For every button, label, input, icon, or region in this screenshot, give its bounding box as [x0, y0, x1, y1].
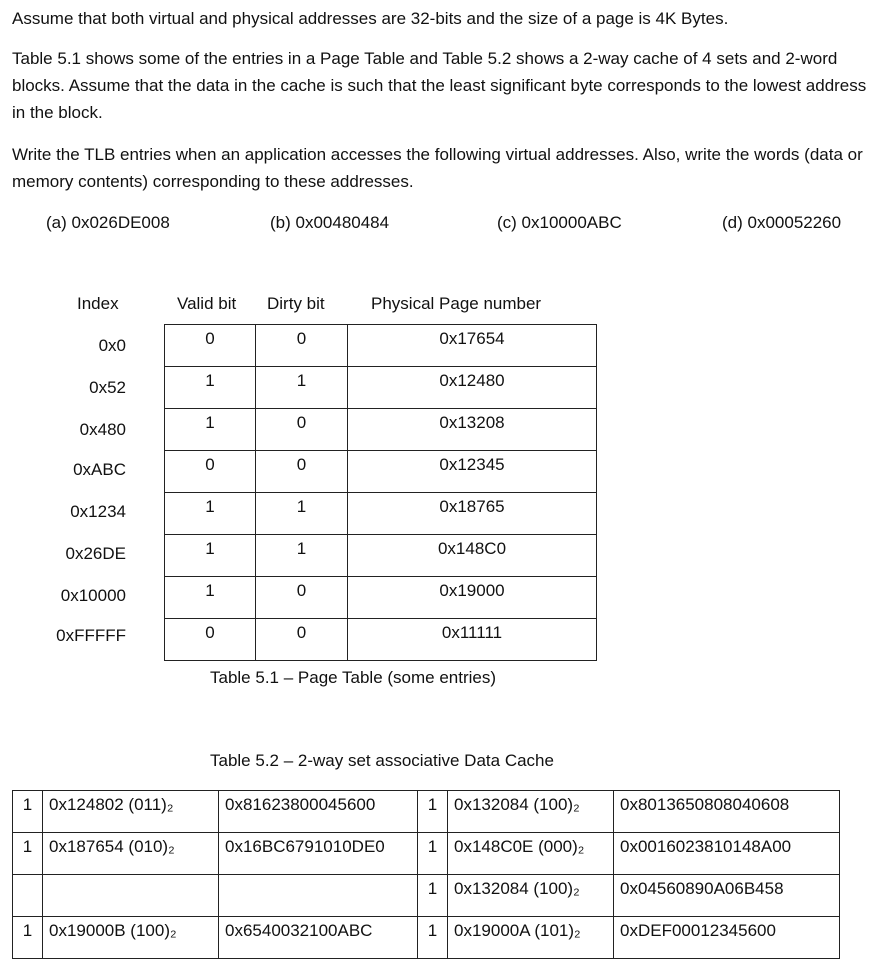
valid-bit-cell: 1	[165, 367, 256, 409]
tag-cell: 0x19000A (101)₂	[448, 917, 614, 959]
table-row	[165, 409, 597, 451]
ppn-cell: 0x17654	[348, 325, 597, 367]
dirty-bit-cell: 0	[256, 409, 348, 451]
ppn-cell: 0x11111	[348, 619, 597, 661]
intro-paragraph-3: Write the TLB entries when an application accesses the following virtual addresses. Also, write the words (data or memory contents) corresponding to these addresses.	[12, 145, 863, 191]
data-cell: 0xDEF00012345600	[614, 917, 840, 959]
page-table-header-valid: Valid bit	[177, 294, 237, 313]
valid-bit-cell: 1	[13, 917, 43, 959]
page-table-index: 0x1234	[70, 502, 126, 521]
valid-bit-cell: 1	[165, 577, 256, 619]
table-row	[13, 833, 840, 875]
table-row	[13, 791, 840, 833]
data-cache-caption: Table 5.2 – 2-way set associative Data Cache	[210, 751, 554, 770]
dirty-bit-cell: 0	[256, 577, 348, 619]
data-cell: 0x0016023810148A00	[614, 833, 840, 875]
data-cell: 0x8013650808040608	[614, 791, 840, 833]
address-option-d: (d) 0x00052260	[722, 213, 842, 232]
table-row	[165, 451, 597, 493]
page-table-index: 0x0	[98, 336, 126, 355]
ppn-cell: 0x12345	[348, 451, 597, 493]
valid-bit-cell: 1	[418, 875, 448, 917]
table-row	[165, 493, 597, 535]
data-cell: 0x6540032100ABC	[219, 917, 418, 959]
page-table-index: 0x480	[79, 420, 126, 439]
page-table	[164, 324, 597, 661]
valid-bit-cell: 0	[165, 325, 256, 367]
address-option-a: (a) 0x026DE008	[46, 213, 170, 232]
page-table-header-ppn: Physical Page number	[371, 294, 542, 313]
valid-bit-cell: 1	[165, 409, 256, 451]
tag-cell	[43, 875, 219, 917]
table-row	[165, 619, 597, 661]
valid-bit-cell: 1	[13, 833, 43, 875]
table-row	[165, 535, 597, 577]
intro-paragraph-1: Assume that both virtual and physical addresses are 32-bits and the size of a page is 4K Bytes.	[12, 9, 729, 28]
tag-cell: 0x124802 (011)₂	[43, 791, 219, 833]
tag-cell: 0x19000B (100)₂	[43, 917, 219, 959]
valid-bit-cell: 1	[165, 535, 256, 577]
page-table-index: 0xABC	[73, 460, 126, 479]
page-table-header-index: Index	[77, 294, 119, 313]
valid-bit-cell: 1	[418, 791, 448, 833]
tag-cell: 0x132084 (100)₂	[448, 875, 614, 917]
dirty-bit-cell: 0	[256, 325, 348, 367]
tag-cell: 0x148C0E (000)₂	[448, 833, 614, 875]
page-table-header-dirty: Dirty bit	[267, 294, 325, 313]
valid-bit-cell: 0	[165, 451, 256, 493]
data-cell: 0x16BC6791010DE0	[219, 833, 418, 875]
page-table-caption: Table 5.1 – Page Table (some entries)	[210, 668, 497, 687]
page-table-index: 0x10000	[60, 586, 126, 605]
address-option-b: (b) 0x00480484	[270, 213, 390, 232]
data-cell: 0x81623800045600	[219, 791, 418, 833]
table-row	[13, 917, 840, 959]
table-row	[165, 367, 597, 409]
ppn-cell: 0x13208	[348, 409, 597, 451]
data-cache-table	[12, 790, 840, 959]
page-table-index: 0x52	[89, 378, 126, 397]
tag-cell: 0x132084 (100)₂	[448, 791, 614, 833]
table-row	[165, 325, 597, 367]
valid-bit-cell: 1	[165, 493, 256, 535]
ppn-cell: 0x12480	[348, 367, 597, 409]
dirty-bit-cell: 1	[256, 535, 348, 577]
dirty-bit-cell: 1	[256, 493, 348, 535]
valid-bit-cell: 0	[165, 619, 256, 661]
dirty-bit-cell: 1	[256, 367, 348, 409]
data-cell: 0x04560890A06B458	[614, 875, 840, 917]
table-row	[13, 875, 840, 917]
page-table-index: 0xFFFFF	[56, 626, 126, 645]
valid-bit-cell: 1	[418, 833, 448, 875]
ppn-cell: 0x18765	[348, 493, 597, 535]
tag-cell: 0x187654 (010)₂	[43, 833, 219, 875]
valid-bit-cell: 1	[13, 791, 43, 833]
intro-paragraph-2: Table 5.1 shows some of the entries in a Page Table and Table 5.2 shows a 2-way cache of 4 sets and 2-word blocks. Assume that the data in the cache is such that the least significant byte corresponds to the lowest address in the block.	[12, 49, 867, 122]
ppn-cell: 0x19000	[348, 577, 597, 619]
dirty-bit-cell: 0	[256, 451, 348, 493]
dirty-bit-cell: 0	[256, 619, 348, 661]
valid-bit-cell: 1	[418, 917, 448, 959]
data-cell	[219, 875, 418, 917]
address-option-c: (c) 0x10000ABC	[497, 213, 622, 232]
page-table-index: 0x26DE	[65, 544, 126, 563]
valid-bit-cell	[13, 875, 43, 917]
ppn-cell: 0x148C0	[348, 535, 597, 577]
table-row	[165, 577, 597, 619]
